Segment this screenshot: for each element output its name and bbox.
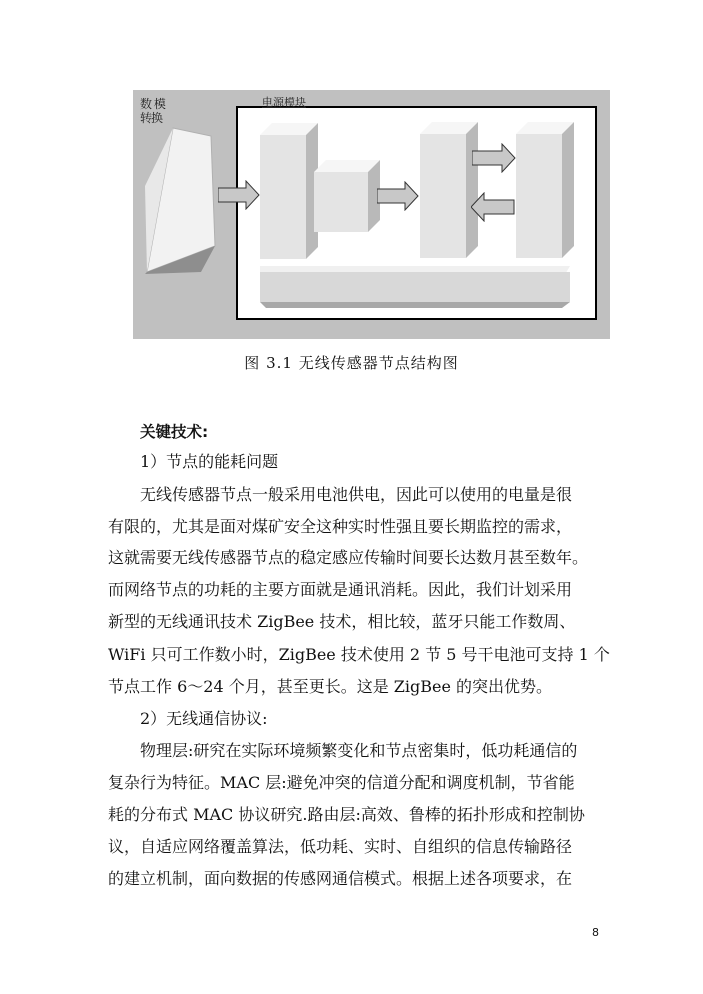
paragraph-line: 的建立机制，面向数据的传感网通信模式。根据上述各项要求，在 (108, 869, 573, 888)
page-number: 8 (592, 926, 599, 939)
paragraph-line: 有限的，尤其是面对煤矿安全这种实时性强且要长期监控的需求， (108, 517, 573, 536)
arrow-left-icon (471, 192, 515, 222)
paragraph-line: 耗的分布式 MAC 协议研究.路由层:高效、鲁棒的拓扑形成和控制协 (108, 805, 585, 824)
transceiver-block-shape (418, 120, 480, 260)
processor-block-shape (258, 121, 320, 261)
data-conversion-label: 数 模转换 (140, 97, 165, 125)
list-item-title: 2）无线通信协议: (140, 709, 268, 728)
paragraph-line: 这就需要无线传感器节点的稳定感应传输时间要长达数月甚至数年。 (108, 548, 589, 567)
power-module-label: 电源模块 (262, 96, 306, 109)
paragraph-line: 无线传感器节点一般采用电池供电，因此可以使用的电量是很 (140, 485, 573, 504)
paragraph-line: 新型的无线通讯技术 ZigBee 技术，相比较，蓝牙只能工作数周、 (108, 612, 576, 631)
paragraph-line: 复杂行为特征。MAC 层:避免冲突的信道分配和调度机制，节省能 (108, 773, 575, 792)
power-supply-bar-shape (258, 264, 572, 310)
paragraph-line: WiFi 只可工作数小时，ZigBee 技术使用 2 节 5 号干电池可支持 1 个 (108, 645, 610, 664)
arrow-right-icon (218, 180, 260, 210)
figure-caption: 图 3.1 无线传感器节点结构图 (244, 354, 459, 372)
sensor-block-shape (143, 126, 223, 274)
memory-block-shape (312, 158, 382, 234)
paragraph-line: 物理层:研究在实际环境频繁变化和节点密集时，低功耗通信的 (140, 741, 578, 760)
arrow-right-icon (377, 181, 419, 211)
paragraph-line: 节点工作 6～24 个月，甚至更长。这是 ZigBee 的突出优势。 (108, 677, 553, 696)
paragraph-line: 而网络节点的功耗的主要方面就是通讯消耗。因此，我们计划采用 (108, 580, 573, 599)
paragraph-line: 议，自适应网络覆盖算法，低功耗、实时、自组织的信息传输路径 (108, 837, 573, 856)
antenna-block-shape (514, 120, 576, 260)
list-item-title: 1）节点的能耗问题 (140, 452, 279, 471)
arrow-right-icon (472, 143, 516, 173)
section-heading: 关键技术: (140, 423, 209, 441)
